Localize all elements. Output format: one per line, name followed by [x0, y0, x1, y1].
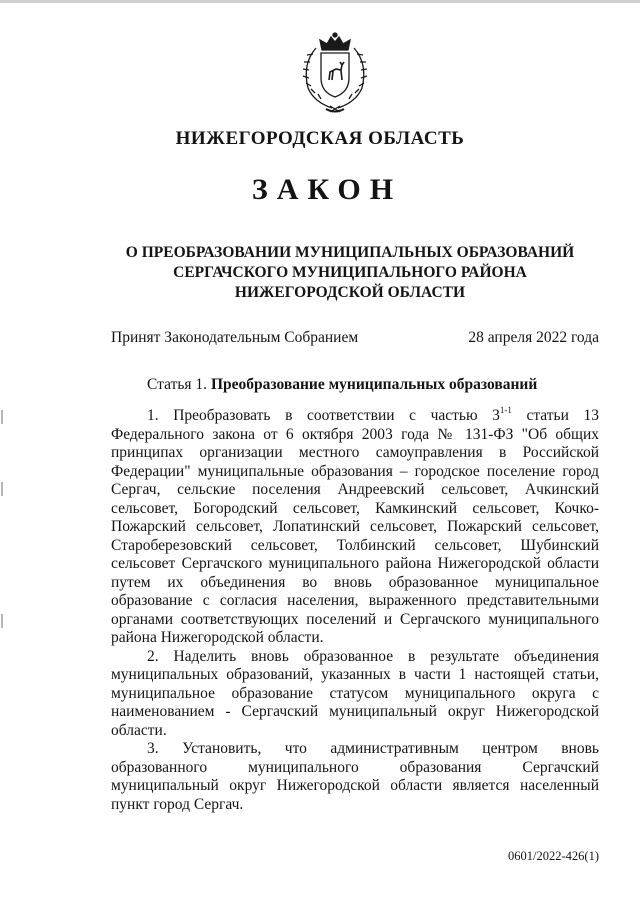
- article-heading: [147, 376, 537, 394]
- article-title: Преобразование муниципальных образований: [210, 376, 538, 393]
- coat-of-arms-icon: [296, 32, 374, 116]
- scan-margin-mark: [1, 614, 3, 628]
- paragraph-1-start: 1. Преобразовать в соответствии с частью 3: [147, 407, 500, 424]
- adopted-date: 28 апреля 2022 года: [468, 329, 599, 346]
- document-code: 0601/2022-426(1): [508, 849, 599, 863]
- paragraph-1-rest: статьи 13 Федерального закона от 6 октября 2003 года № 131-ФЗ "Об общих принципах организации местного самоуправления в Российской Федерации" муниципальные образования – городское поселение город Сергач, сельские поселения Андреевский сельсовет, Ачкинский сельсовет, Богородский сельсовет, Камкинский сельсовет, Кочко-Пожарский сельсовет, Лопатинский сельсовет, Пожарский сельсовет, Староберезовский сельсовет, Толбинский сельсовет, Шубинский сельсовет Сергачского муниципального района Нижегородской области путем их объединения во вновь образованное муниципальное образование с согласия населения, выраженного представительными органами соответствующих поселений и Сергачского муниципального района Нижегородской области.: [111, 407, 599, 646]
- law-title-line: О ПРЕОБРАЗОВАНИИ МУНИЦИПАЛЬНЫХ ОБРАЗОВАНИЙ: [125, 244, 575, 261]
- adoption-info: [111, 329, 599, 347]
- law-title-line: СЕРГАЧСКОГО МУНИЦИПАЛЬНОГО РАЙОНА: [173, 264, 527, 281]
- law-title: [90, 243, 610, 303]
- region-name: НИЖЕГОРОДСКАЯ ОБЛАСТЬ: [175, 128, 465, 149]
- scan-top-edge: [0, 0, 640, 3]
- scan-margin-mark: [1, 482, 3, 496]
- part-superscript: 1-1: [499, 404, 512, 415]
- document-type: ЗАКОН: [251, 173, 403, 206]
- paragraph-2: 2. Наделить вновь образованное в результате объединения муниципальных образований, указанных в части 1 настоящей статьи, муниципальное образование статусом муниципального округа с наименованием - Сергачский муниципальный округ Нижегородской области.: [111, 647, 599, 739]
- scan-margin-mark: [1, 410, 3, 424]
- paragraph-1: [111, 404, 599, 648]
- adopted-by: Принят Законодательным Собранием: [111, 329, 359, 346]
- article-number: Статья 1.: [147, 376, 208, 393]
- paragraph-3: 3. Установить, что административным центром вновь образованного муниципального образования Сергачский муниципальный округ Нижегородской области является населенный пункт город Сергач.: [111, 740, 599, 813]
- law-title-line: НИЖЕГОРОДСКОЙ ОБЛАСТИ: [234, 284, 466, 301]
- article-body: [111, 404, 599, 814]
